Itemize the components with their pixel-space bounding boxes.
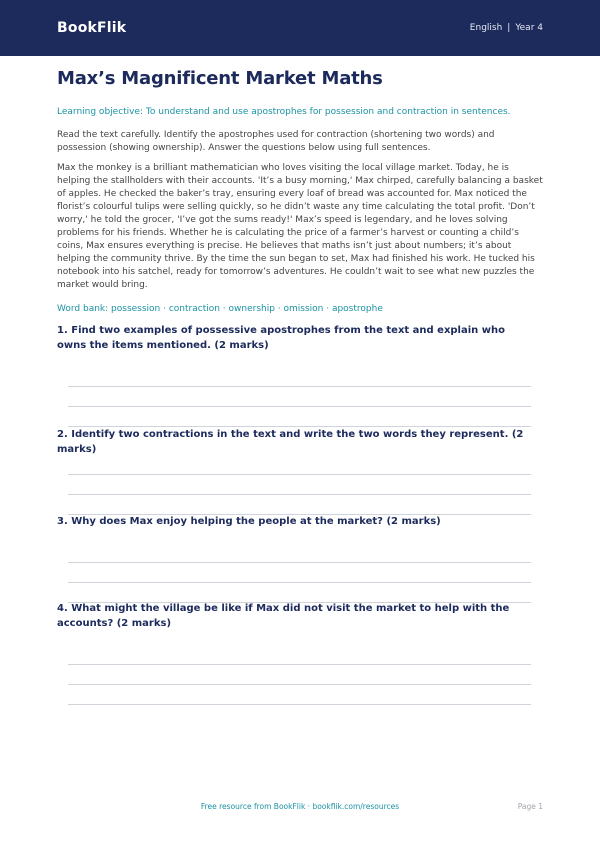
answer-line[interactable] (68, 582, 531, 583)
year-label: Year 4 (515, 23, 543, 33)
page-number: Page 1 (517, 802, 543, 811)
answer-line[interactable] (68, 562, 531, 563)
meta-separator: | (507, 23, 511, 33)
question-2: 2. Identify two contractions in the text and write the two words they represent. (2 marks) (57, 429, 524, 455)
question-4: 4. What might the village be like if Max did not visit the market to help with the accounts? (2 marks) (57, 603, 510, 629)
answer-line[interactable] (68, 704, 531, 705)
subject-label: English (469, 23, 503, 33)
worksheet-content (0, 68, 600, 314)
word-bank: Word bank: possession · contraction · ownership · omission · apostrophe (57, 304, 383, 314)
answer-line[interactable] (68, 406, 531, 407)
answer-line[interactable] (68, 494, 531, 495)
answer-line[interactable] (68, 684, 531, 685)
instructions-text: Read the text carefully. Identify the apostrophes used for contraction (shortening two words) and possession (showing ownership). Answer the questions below using full sentences. (57, 130, 495, 153)
page-title: Max’s Magnificent Market Maths (57, 68, 383, 89)
answer-line[interactable] (68, 474, 531, 475)
learning-objective: Learning objective: To understand and use apostrophes for possession and contraction in sentences. (57, 107, 511, 117)
answer-line[interactable] (68, 386, 531, 387)
answer-line[interactable] (68, 664, 531, 665)
footer-resource-link[interactable]: Free resource from BookFlik · bookflik.com/resources (200, 802, 400, 811)
page-header (0, 0, 600, 56)
question-1: 1. Find two examples of possessive apostrophes from the text and explain who owns the items mentioned. (2 marks) (57, 325, 505, 351)
subject-year-meta (470, 23, 543, 33)
question-3: 3. Why does Max enjoy helping the people at the market? (2 marks) (57, 516, 441, 527)
brand-logo[interactable]: BookFlik (57, 20, 127, 36)
reading-passage: Max the monkey is a brilliant mathematician who loves visiting the local village market. Today, he is helping the stallholders with their accounts. 'It’s a busy morning,' Max chirped, carefully balancing a basket of apples. He checked the baker’s tray, ensuring every loaf of bread was accounted for. Max noticed the florist’s colourful tulips were selling quickly, so he didn’t waste any time calculating the total profit. 'Don’t worry,' he told the grocer, 'I’ve got the sums ready!' Max’s speed is legendary, and he loves solving problems for his friends. Whether he is calculating the price of a farmer’s harvest or counting a child’s coins, Max ensures everything is precise. He believes that maths isn’t just about numbers; it’s about helping the community thrive. By the time the sun began to set, Max had finished his work. He tucked his notebook into his satchel, ready for tomorrow’s adventures. He couldn’t wait to see what new puzzles the market would bring. (57, 163, 543, 290)
